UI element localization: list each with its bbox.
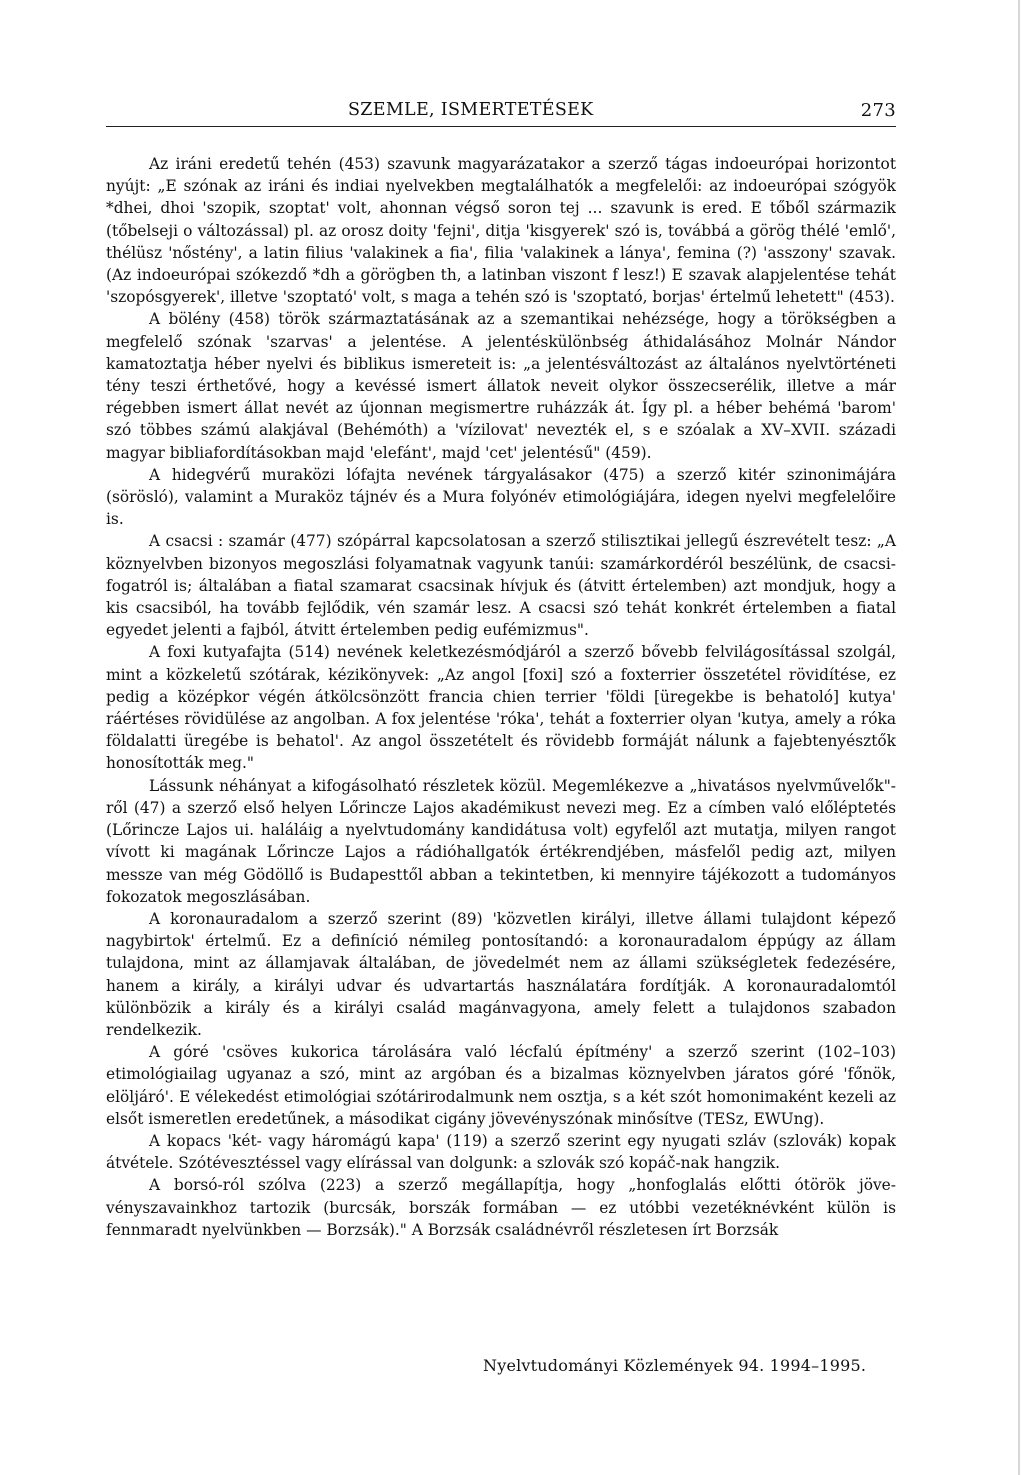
- paragraph-murakozi: A hidegvérű muraközi lófajta nevének tárgyalásakor (475) a szerző kitér szinonimájára (sörösló), valamint a Muraköz tájnév és a Mura folyónév etimológiájára, idegen nyelvi megfelelőire is.: [106, 465, 896, 529]
- paragraph-nyelvmuvelok: Lássunk néhányat a kifogásolható részletek közül. Megemlékezve a „hivatásos nyelvművelők"-ről (47) a szerző első helyen Lőrincze Lajos akadémikust nevezi meg. Ez a címben való előléptetés (Lőrincze Lajos ui. haláláig a nyelvtudomány kandidátusa volt) egyfelől azt mutatja, milyen rangot vívott ki magának Lőrincze Lajos a rádióhallgatók értékrendjében, másfelől pedig azt, milyen messze van még Gödöllő is Budapesttől abban a tekintetben, ki mennyire tájékozott a tudományos fokozatok megoszlásában.: [106, 776, 896, 906]
- paragraph-tehen: Az iráni eredetű tehén (453) szavunk magyarázatakor a szerző tágas indoeurópai horizontot nyújt: „E szónak az iráni és indiai nyelvekben megtalálhatók a megfelelői: az indoeurópai szógyök *dhei, dhoi 'szopik, szoptat' volt, ahonnan végső soron tej ... szavunk is ered. E tőből származik (tőbelseji o változással) pl. az orosz doity 'fejni', ditja 'kisgyerek' szó is, továbbá a görög thélé 'emlő', thélüsz 'nőstény', a latin filius 'valakinek a fia', filia 'valakinek a lánya', femina (?) 'asszony' szavak. (Az indoeurópai szókezdő *dh a görögben th, a latinban viszont f lesz!) E szavak alapjelentése tehát 'szopósgyerek', illetve 'szoptató' volt, s maga a tehén szó is 'szoptató, borjas' értelmű lehetett" (453).: [106, 155, 896, 307]
- page-edge-shadow: [1018, 0, 1020, 1475]
- paragraph-kopacs: A kopacs 'két- vagy háromágú kapa' (119) a szerző szerint egy nyugati szláv (szlovák) kopak átvétele. Szótévesztéssel vagy elírással van dolgunk: a szlovák szó kopáč-nak hangzik.: [106, 1131, 896, 1173]
- paragraph-gore: A góré 'csöves kukorica tárolására való lécfalú építmény' a szerző szerint (102–103) etimológiailag ugyanaz a szó, mint az argóban és a bizalmas köznyelvben járatos góré 'főnök, elöljáró'. E vélekedést etimológiai szótárirodalmunk nem osztja, s a két szót homonimaként kezeli az elsőt ismeretlen eredetűnek, a másodikat cigány jövevényszónak minősítve (TESz, EWUng).: [106, 1043, 896, 1128]
- paragraph-boleny: A bölény (458) török származtatásának az a szemantikai nehézsége, hogy a törökségben a megfelelő szónak 'szarvas' a jelentése. A jelentéskülönbség áthidalásához Molnár Nándor kamatoztatja héber nyelvi és biblikus ismereteit is: „a jelentésváltozást az általános nyelvtörténeti tény teszi érthetővé, hogy a kevéssé ismert állatok neveit olykor összecserélik, illetve a már régebben ismert állat nevét az újonnan megismertre ruházzák át. Így pl. a héber behémá 'barom' szó többes számú alakjával (Behémóth) a 'vízilovat' nevezték el, s e szóalak a XV–XVII. századi magyar bibliafordításokban majd 'elefánt', majd 'cet' jelentésű" (459).: [106, 310, 896, 462]
- page-number: 273: [860, 100, 896, 121]
- running-head: [106, 96, 896, 127]
- paragraph-foxi: A foxi kutyafajta (514) nevének keletkezésmódjáról a szerző bővebb felvilágosítással szolgál, mint a közkeletű szótárak, kézikönyvek: „Az angol [foxi] szó a foxterrier összetétel rövidítése, ez pedig a középkor végén átkölcsönzött francia chien terrier 'földi [üregekbe is behatoló] kutya' ráértéses rövidülése az angolban. A fox jelentése 'róka', tehát a foxterrier olyan 'kutya, amely a róka földalatti üregébe is behatol'. Az angol összetételt és rövidebb formáját nálunk a fajebtenyésztők honosították meg.": [106, 643, 896, 773]
- paragraph-csacsi: A csacsi : szamár (477) szópárral kapcsolatosan a szerző stilisztikai jellegű észrevételt tesz: „A köznyelvben bizonyos megoszlási folyamatnak vagyunk tanúi: szamárkordéról beszélünk, de csacsi-fogatról is; általában a fiatal szamarat csacsinak hívjuk és (átvitt értelemben) azt mondjuk, hogy a kis csacsiból, ha tovább fejlődik, vén szamár lesz. A csacsi szó tehát konkrét értelemben a fiatal egyedet jelenti a fajból, átvitt értelemben pedig eufémizmus".: [106, 532, 896, 640]
- article-body: [106, 153, 896, 1241]
- journal-page: [106, 96, 896, 1241]
- journal-footer: Nyelvtudományi Közlemények 94. 1994–1995.: [483, 1356, 867, 1375]
- section-title: SZEMLE, ISMERTETÉSEK: [348, 100, 594, 120]
- paragraph-borso: A borsó-ról szólva (223) a szerző megállapítja, hogy „honfoglalás előtti ótörök jövevényszavainkhoz tartozik (burcsák, borszák formában — ez utóbbi vezetéknévként külön is fennmaradt nyelvünkben — Borzsák)." A Borzsák családnévről részletesen írt Borzsák: [106, 1176, 896, 1239]
- paragraph-koronauradalom: A koronauradalom a szerző szerint (89) 'közvetlen királyi, illetve állami tulajdont képező nagybirtok' értelmű. Ez a definíció némileg pontosítandó: a koronauradalom éppúgy az állam tulajdona, mint az államjavak általában, de jövedelmét nem az állami szükségletek fedezésére, hanem a király, a királyi udvar és udvartartás használatára fordítják. A koronauradalomtól különbözik a király és a királyi család magánvagyona, amely felett a tulajdonos szabadon rendelkezik.: [106, 909, 896, 1039]
